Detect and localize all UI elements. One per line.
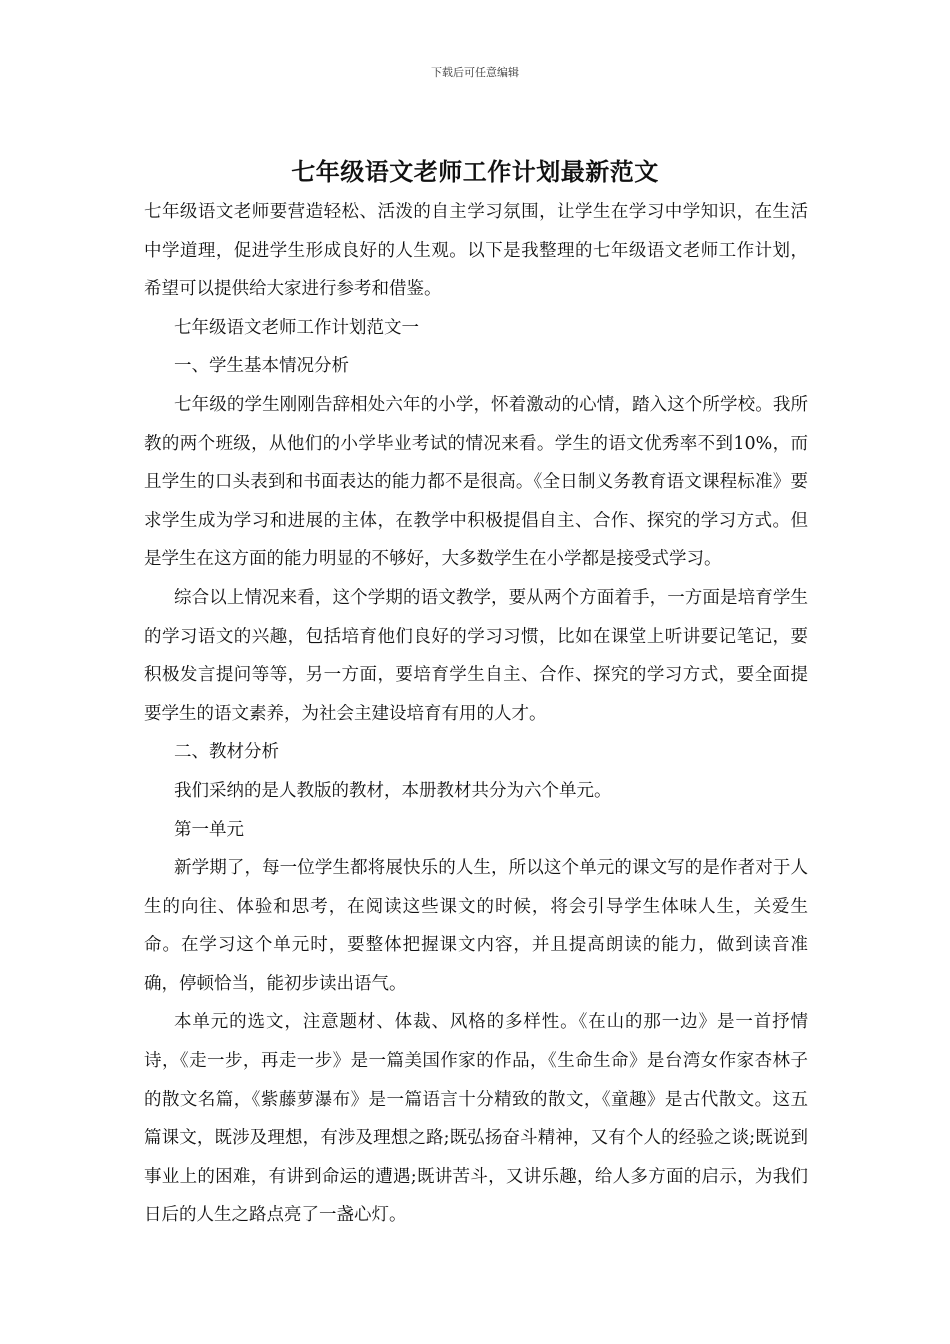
paragraph-textbook: 我们采纳的是人教版的教材，本册教材共分为六个单元。: [174, 780, 612, 801]
paragraph-summary: 综合以上情况来看，这个学期的语文教学，要从两个方面着手，一方面是培育学生的学习语文的兴趣，包括培育他们良好的学习习惯，比如在课堂上听讲要记笔记，要积极发言提问等等，另一方面，要培育学生自主、合作、探究的学习方式，要全面提要学生的语文素养，为社会主建设培育有用的人才。: [144, 587, 808, 724]
paragraph-subheading-1: 一、学生基本情况分析: [174, 356, 349, 377]
paragraph-section-heading: 七年级语文老师工作计划范文一: [174, 317, 419, 338]
header-note: 下载后可任意编辑: [431, 66, 519, 79]
paragraph-student-analysis: 七年级的学生刚刚告辞相处六年的小学，怀着激动的心情，踏入这个所学校。我所教的两个班级，从他们的小学毕业考试的情况来看。学生的语文优秀率不到10%，而且学生的口头表到和书面表达的能力都不是很高。《全日制义务教育语文课程标准》要求学生成为学习和进展的主体，在教学中积极提倡自主、合作、探究的学习方式。但是学生在这方面的能力明显的不够好，大多数学生在小学都是接受式学习。: [144, 394, 808, 570]
paragraph-unit-one: 新学期了，每一位学生都将展快乐的人生，所以这个单元的课文写的是作者对于人生的向往、体验和思考，在阅读这些课文的时候，将会引导学生体味人生，关爱生命。在学习这个单元时，要整体把握课文内容，并且提高朗读的能力，做到读音准确，停顿恰当，能初步读出语气。: [144, 858, 808, 994]
paragraph-subheading-2: 二、教材分析: [174, 742, 279, 763]
paragraph-intro: 七年级语文老师要营造轻松、活泼的自主学习氛围，让学生在学习中学知识，在生活中学道理，促进学生形成良好的人生观。以下是我整理的七年级语文老师工作计划，希望可以提供给大家进行参考和借鉴。: [144, 202, 808, 300]
paragraph-unit-one-heading: 第一单元: [174, 819, 244, 840]
document-body: [144, 193, 808, 1235]
paragraph-unit-texts: 本单元的选文，注意题材、体裁、风格的多样性。《在山的那一边》是一首抒情诗，《走一步，再走一步》是一篇美国作家的作品，《生命生命》是台湾女作家杏林子的散文名篇，《紫藤萝瀑布》是一篇语言十分精致的散文，《童趣》是古代散文。这五篇课文，既涉及理想，有涉及理想之路;既弘扬奋斗精神，又有个人的经验之谈;既说到事业上的困难，有讲到命运的遭遇;既讲苦斗，又讲乐趣，给人多方面的启示，为我们日后的人生之路点亮了一盏心灯。: [144, 1012, 808, 1226]
document-title: 七年级语文老师工作计划最新范文: [291, 157, 659, 186]
